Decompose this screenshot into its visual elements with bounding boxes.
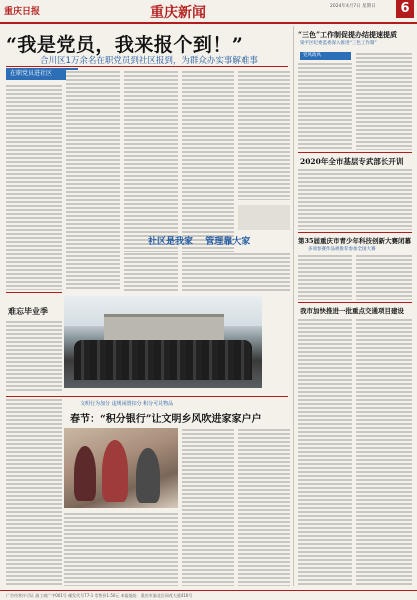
right-mid-text [298,168,412,230]
right-bottom-text2 [356,318,412,586]
lead-subhead-2: 管理靠大家 [205,237,251,247]
date-line: 2024年4月7日 星期日 [330,4,376,9]
right-badge: 党风政风 [300,52,351,60]
page-number: 6 [396,0,414,18]
spring-text-col2 [182,428,234,586]
right-rule-3 [298,302,412,303]
spring-rule [6,396,288,397]
right-third-sub: 多项参赛作品被推荐参加全国大赛 [308,247,376,252]
lead-subheadline: 合川区1万余名在职党员到社区报到，为群众办实事解难事 [40,56,258,66]
right-bottom-headline: 我市加快推进一批重点交通项目建设 [300,307,404,315]
right-top-text1 [298,62,352,150]
spring-headline: 春节：“积分银行”让文明乡风吹进家家户户 [70,414,262,425]
right-rule-2 [298,232,412,233]
lead-sidebar-box [238,205,290,230]
lead-text-col1 [6,84,62,290]
column-divider [293,26,294,586]
lead-subhead-1: 社区是我家 [148,237,194,247]
lead-rule [6,66,288,67]
right-mid-headline: 2020年全市基层专武部长开训 [300,157,404,166]
right-third-text1 [298,254,352,300]
spring-photo [64,428,178,508]
paper-name: 重庆日报 [4,7,41,17]
lead-text-col3b [124,252,178,292]
page-footer: 广告经营许可证 渝工商广字001号 邮发代号77-1 零售价1.50元 本报地址：重庆市渝北区同茂大道416号 [0,590,417,600]
spring-kicker: 文明行为加分 违规闲置扣分 积分可兑物品 [80,401,174,407]
graduation-photo [64,296,262,388]
lead-headline: “我是党员，我来报个到！” [6,34,244,56]
right-third-text2 [356,254,412,300]
right-third-headline: 第35届重庆市青少年科技创新大赛闭幕 [298,237,412,245]
spring-text-col3 [238,428,290,586]
column-badge: 在职党员进社区 [6,68,78,80]
left-feature-text [6,320,62,392]
lead-subhead-block [148,234,288,248]
right-top-text2 [356,52,412,150]
lead-text-col2 [66,70,120,290]
spring-left-text [6,398,62,586]
left-rule [6,292,62,293]
right-rule-1 [298,152,412,153]
section-title: 重庆新闻 [150,5,206,21]
left-feature-title: 难忘毕业季 [8,306,48,316]
lead-text-col5 [238,70,290,200]
right-top-headline: “三色”工作制促提办结提速提质 [298,30,398,39]
lead-text-col4b [182,252,290,292]
spring-text-under-photo [64,512,178,586]
right-top-sub: 梁平区纪委监委深入推进“三色工作制” [300,41,377,46]
right-bottom-text1 [298,318,352,586]
